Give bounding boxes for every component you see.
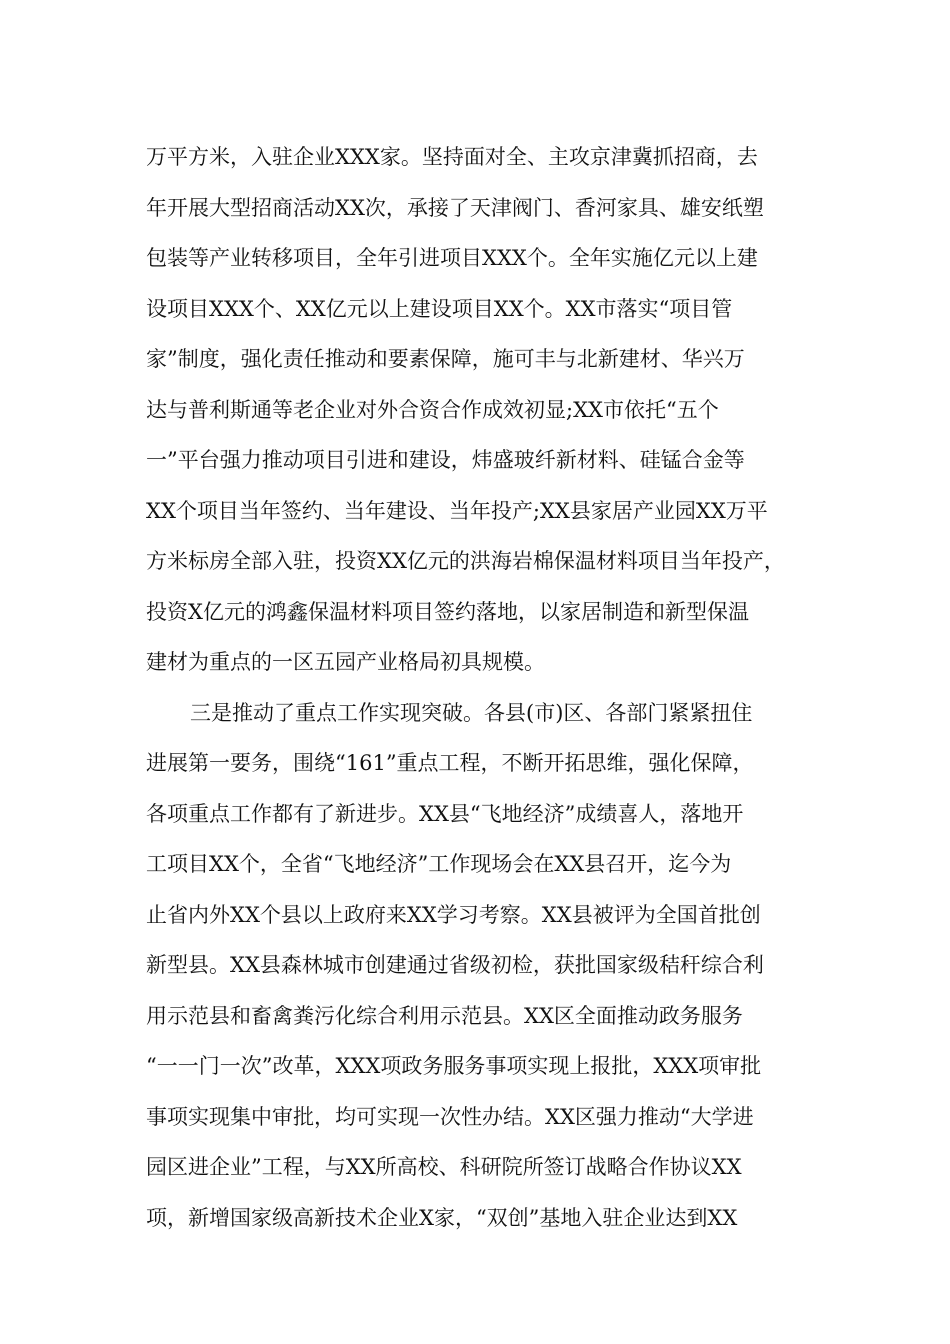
text-line: 新型县。XX县森林城市创建通过省级初检，获批国家级秸秆综合利 <box>146 953 764 977</box>
text-line: 一”平台强力推动项目引进和建设，炜盛玻纤新材料、硅锰合金等 <box>146 448 745 472</box>
text-line: 家”制度，强化责任推动和要素保障，施可丰与北新建材、华兴万 <box>146 347 745 371</box>
text-line: 方米标房全部入驻，投资XX亿元的洪海岩棉保温材料项目当年投产， <box>146 549 785 573</box>
text-line: 万平方米，入驻企业XXX家。坚持面对全、主攻京津冀抓招商，去 <box>146 145 758 169</box>
text-line: 包装等产业转移项目，全年引进项目XXX个。全年实施亿元以上建 <box>146 246 758 270</box>
text-line: 设项目XXX个、XX亿元以上建设项目XX个。XX市落实“项目管 <box>146 296 733 321</box>
paragraph-2 <box>146 688 816 1244</box>
text-line: 止省内外XX个县以上政府来XX学习考察。XX县被评为全国首批创 <box>146 902 761 927</box>
text-line-first: 三是推动了重点工作实现突破。各县(市)区、各部门紧紧扭住 <box>190 700 753 725</box>
text-line: 用示范县和畜禽粪污化综合利用示范县。XX区全面推动政务服务 <box>146 1003 743 1028</box>
paragraph-1 <box>146 132 816 688</box>
text-line: 达与普利斯通等老企业对外合资合作成效初显;XX市依托“五个 <box>146 397 719 422</box>
text-line: 进展第一要务，围绕“161”重点工程，不断开拓思维，强化保障， <box>146 751 754 775</box>
text-line: 投资X亿元的鸿鑫保温材料项目签约落地，以家居制造和新型保温 <box>146 599 749 624</box>
text-line: 建材为重点的一区五园产业格局初具规模。 <box>146 650 545 674</box>
text-line: 各项重点工作都有了新进步。XX县“飞地经济”成绩喜人，落地开 <box>146 801 744 826</box>
text-line: 年开展大型招商活动XX次，承接了天津阀门、香河家具、雄安纸塑 <box>146 195 764 220</box>
body-text <box>146 132 816 1243</box>
text-line: XX个项目当年签约、当年建设、当年投产;XX县家居产业园XX万平 <box>146 498 768 523</box>
text-line: 园区进企业”工程，与XX所高校、科研院所签订战略合作协议XX <box>146 1155 742 1179</box>
text-line: “一一门一次”改革，XXX项政务服务事项实现上报批，XXX项审批 <box>146 1054 762 1078</box>
text-line: 项，新增国家级高新技术企业X家，“双创”基地入驻企业达到XX <box>146 1205 738 1230</box>
text-line: 事项实现集中审批，均可实现一次性办结。XX区强力推动“大学进 <box>146 1104 754 1129</box>
text-line: 工项目XX个，全省“飞地经济”工作现场会在XX县召开，迄今为 <box>146 852 732 876</box>
